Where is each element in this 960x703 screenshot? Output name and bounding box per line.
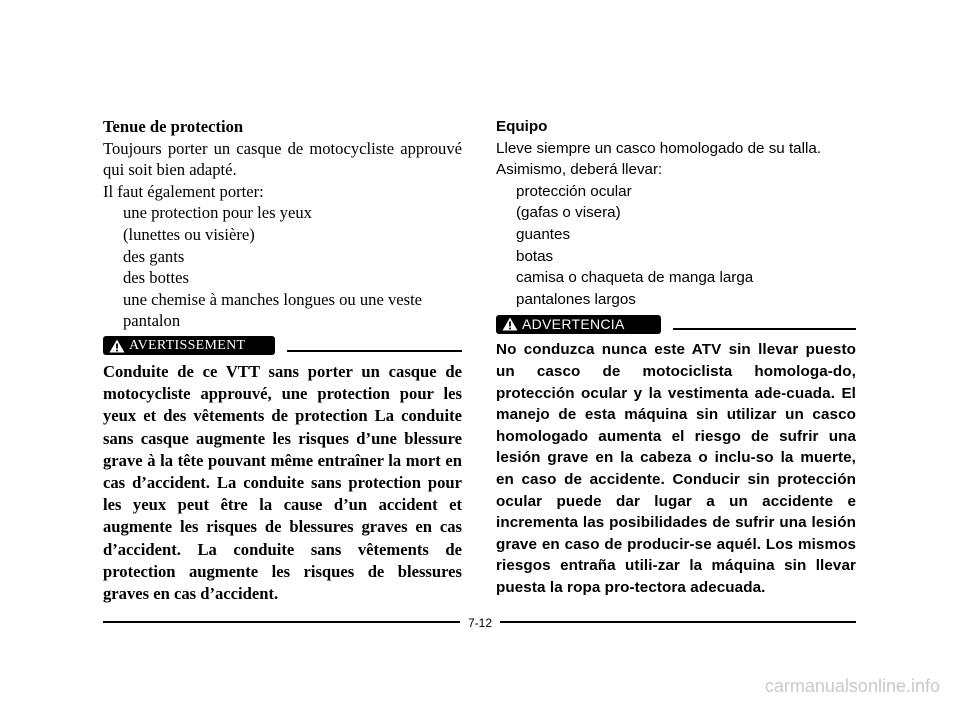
also-text-fr: Il faut également porter: (103, 181, 264, 201)
section-title-fr: Tenue de protection (103, 117, 244, 136)
spanish-column (496, 116, 856, 598)
section-title-es: Equipo (496, 118, 548, 135)
list-item: (lunettes ou visière) (123, 224, 255, 244)
footer-rule-left (103, 621, 460, 623)
list-item: des gants (123, 246, 185, 266)
list-item: guantes (516, 225, 571, 243)
warning-triangle-icon (502, 317, 518, 331)
warning-rule-fr (287, 350, 462, 352)
footer-rule-right (498, 621, 856, 623)
list-item: des bottes (123, 268, 189, 288)
warning-header-es (496, 313, 856, 335)
warning-text-es: No conduzca nunca este ATV sin llevar puesto un casco de motociclista homologa-do, protección ocular y la vestimenta ade-cuada. El manejo de esta máquina sin utilizar un casco homologado aumenta el riesgo de sufrir una lesión grave en la cabeza o inclu-so la muerte, en caso de accidente. Conducir sin protección ocular puede dar lugar a un accidente e incrementa las posibilidades de sufrir una lesión grave en caso de producir-se aquél. Los mismos riesgos entraña utili-zar la máquina sin llevar puesta la ropa pro-tectora adecuada. (496, 341, 856, 596)
list-item: camisa o chaqueta de manga larga (516, 269, 754, 287)
also-text-es: Asimismo, deberá llevar: (496, 161, 663, 179)
warning-label-es: ADVERTENCIA (522, 315, 625, 332)
warning-badge-es (496, 315, 661, 334)
french-column (103, 116, 462, 605)
page-number: 7-12 (460, 616, 500, 630)
warning-triangle-icon (109, 339, 125, 353)
warning-text-fr: Conduite de ce VTT sans porter un casque de motocycliste approuvé, une protection pour les yeux et des vêtements de protection La conduite sans casque augmente les risques d’une blessure grave à la tête pouvant même entraîner la mort en cas d’accident. La conduite sans protection pour les yeux peut être la cause d’un accident et augmente les risques de blessures graves en cas d’accident. La conduite sans vêtements de protection augmente les risques de blessures graves en cas d’accident. (103, 361, 462, 603)
watermark: carmanualsonline.info (764, 676, 940, 696)
list-item: pantalones largos (516, 290, 636, 308)
list-item: pantalon (123, 311, 181, 331)
list-item: protección ocular (516, 182, 632, 200)
warning-header-fr (103, 335, 462, 357)
warning-badge-fr (103, 336, 275, 355)
list-item: une protection pour les yeux (123, 203, 312, 223)
warning-rule-es (673, 328, 856, 330)
list-item: botas (516, 247, 554, 265)
intro-text-es: Lleve siempre un casco homologado de su talla. (496, 139, 822, 157)
list-item: une chemise à manches longues ou une veste (123, 289, 423, 309)
warning-label-fr: AVERTISSEMENT (129, 338, 246, 354)
list-item: (gafas o visera) (516, 204, 621, 222)
intro-text-fr: Toujours porter un casque de motocycliste approuvé qui soit bien adapté. (103, 138, 462, 180)
